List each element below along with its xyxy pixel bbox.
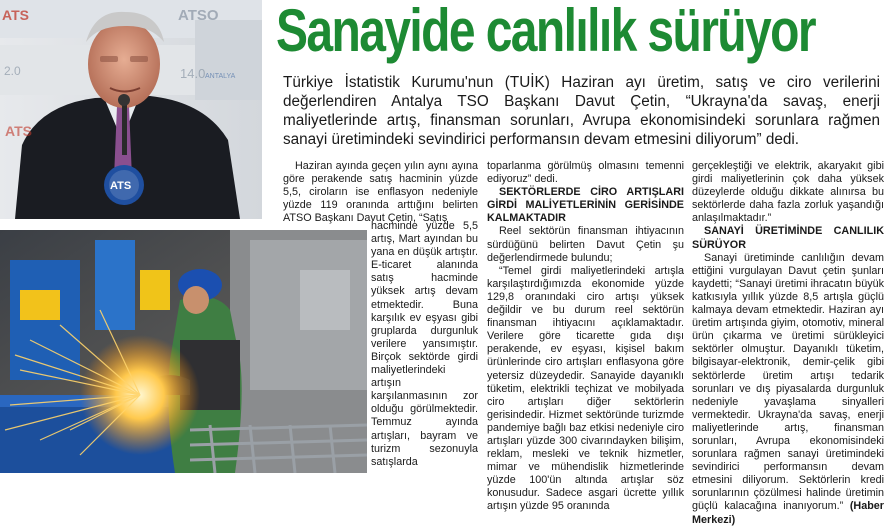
byline: (Haber Merkezi) [692,500,885,526]
backdrop-logo-3: ATS [5,123,32,139]
headline: Sanayide canlılık sürüyor [276,0,815,64]
backdrop-text-1: 2.0 [4,64,21,78]
column-2-paragraph-1: toparlanma görülmüş olmasını temenni ediyoruz” dedi. [487,160,684,186]
backdrop-text-3: ANTALYA [205,73,236,80]
column-3-paragraph-2-text: Sanayi üretiminde canlılığın devam ettiğini vurgulayan Davut çetin şunları kaydetti; “Sanayi üretimi ihracatın büyük katkısıyla yıllık yüzde 8,5 artışla güçlü kalmaya devam etmektedir. Haziran ayı üretim artışında giyim, otomotiv, mineral ürün çıkarma ve üretimi sürükleyici sektörler olmuştur. Dayanıklı tüketim, bilgisayar-elektronik, demir-çelik gibi sektörlerde üretim artışı tedarik sorunları ve dış piyasalarda durgunluk nedeniyle yavaşlama sinyalleri vermektedir. Ukrayna'da savaş, enerji maliyetlerinde artış, finansman sorunları, Avrupa ekonomisindeki sorunlara rağmen sanayi üretimindeki sevindirici performansın devam etmesini diliyorum. Sektörlerin kredi sorunlarının çözülmesi halinde üretimin güçlü kalacağına inanıyorum.” [692,251,884,513]
backdrop-logo-1: ATS [2,7,29,23]
column-1-paragraph-1: Haziran ayında geçen yılın aynı ayına göre perakende satış hacminin yüzde 5,5, ciroların ise enflasyon nedeniyle yüzde 119 oranında arttığını belirten ATSO Başkanı Davut Çetin, “Satış [283,160,478,225]
column-1-paragraph-2: hacminde yüzde 5,5 artış, Mart ayından bu yana en düşük artıştır. E-ticaret alanında satış hacminde yüksek artış devam etmektedir. Buna karşılık ev eşyası gibi gruplarda durgunluk verilere yansımıştır. Birçok sektörde girdi maliyetlerindeki artışın karşılanmasının zor olduğu görülmektedir. Temmuz ayında artışları, bayram ve turizm sezonuyla satışlarda [371,220,478,468]
backdrop-text-2: 14.0 [180,66,206,81]
column-2-paragraph-3: “Temel girdi maliyetlerindeki artışla karşılaştırdığımızda ekonomide yüzde 129,8 oranındaki ciro artışı yüksek değildir ve bu durum reel sektörün finansman ihtiyacını açıklamaktadır. Verilere göre ticarette gıda dışı perakende, ev eşyası, kişisel bakım ürünlerinde ciro artışları enflasyona göre yetersiz düzeydedir. Sanayide dayanıklı tüketim, elektrikli teçhizat ve mobilyada ciro artışları diğer sektörlerin gerisindedir. Hizmet sektöründe turizmde pandemiye bağlı baz etkisi nedeniyle ciro artışları yüzde 300 civarındayken bilişim, reklam, mesleki ve teknik hizmetler, mimar ve mühendislik hizmetlerinde yüzde 100'ün altında artışlar söz konusudur. Sadece asgari ücrette yıllık artışın yüzde 95 oranında [487,264,684,513]
column-1-bottom [371,220,478,469]
backdrop-logo-2: ATSO [178,7,219,24]
column-2 [487,160,684,514]
lead-paragraph: Türkiye İstatistik Kurumu'nun (TUİK) Haziran ayı üretim, satış ve ciro verilerini değerlendiren Antalya TSO Başkanı Davut Çetin, “Ukrayna'da savaş, enerji maliyetlerinde artış, finansman sorunları, Avrupa ekonomisindeki sorunlara rağmen sanayi üretimindeki sevindirici performansın devam etmesini diliyorum” dedi. [283,74,880,148]
column-3-paragraph-2 [692,252,884,527]
photo-factory-worker [0,230,367,473]
column-3-subheading: SANAYİ ÜRETİMİNDE CANLILIK SÜRÜYOR [692,225,884,251]
column-3 [692,160,884,527]
column-2-subheading: SEKTÖRLERDE CİRO ARTIŞLARI GİRDİ MALİYETLERİNİN GERİSİNDE KALMAKTADIR [487,186,684,225]
photo-davut-cetin [0,0,262,219]
column-3-paragraph-1: gerçekleştiği ve elektrik, akaryakıt gibi girdi maliyetlerinin çok daha yüksek düzeylerde olduğu dikkate alınırsa bu sektörlerde daha fazla zorluk yaşandığı anlaşılmaktadır.” [692,160,884,225]
microphone-logo: ATS [110,180,132,192]
column-2-paragraph-2: Reel sektörün finansman ihtiyacının sürdüğünü belirten Davut Çetin şu değerlendirmede bulundu; [487,225,684,264]
column-1-top [283,160,478,225]
